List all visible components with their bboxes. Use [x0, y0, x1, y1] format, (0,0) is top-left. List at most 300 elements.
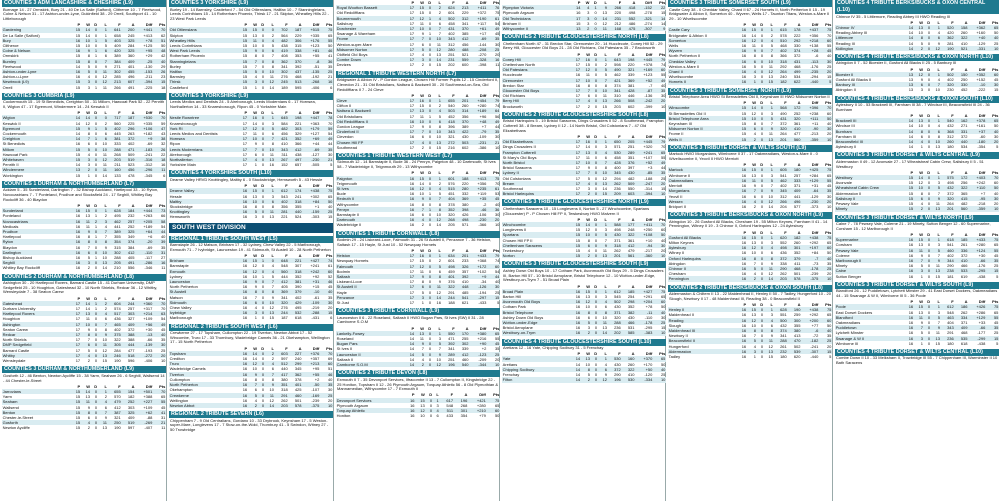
table-cell: 7 — [598, 160, 608, 165]
table-cell: 2 — [271, 356, 274, 362]
table-cell: +335 — [310, 32, 320, 38]
table-cell: 0 — [91, 79, 98, 84]
league-results: Abingdon II 7 - 52 Bicester II, Gosford All Blacks II 25 - 5 Banbury III — [836, 60, 957, 66]
table-cell: +69 — [302, 136, 320, 141]
table-cell: 16 — [904, 315, 914, 320]
table-cell: 10 — [751, 250, 756, 256]
table-cell: 10 — [98, 250, 108, 255]
table-header: W — [86, 22, 90, 28]
table-cell: 25 — [487, 47, 500, 52]
table-cell: 4 — [764, 38, 774, 43]
table-cell: 0 — [924, 237, 931, 242]
table-header: Pts — [493, 248, 500, 254]
table-cell: 17 — [571, 160, 581, 165]
table-cell: 372 — [774, 256, 788, 261]
table-cell: 14 — [419, 180, 424, 186]
table-cell: 181 — [947, 273, 954, 279]
table-cell: -20 — [135, 239, 153, 244]
table-cell: 0 — [425, 47, 432, 52]
table-cell: 9 — [421, 31, 424, 37]
table-cell: 17 — [409, 113, 415, 119]
table-cell: 35 — [819, 188, 832, 193]
table-cell: 40 — [993, 190, 999, 196]
table-header: F — [951, 231, 954, 237]
table-cell: 0 — [258, 69, 265, 74]
table-cell: 15 — [436, 62, 441, 68]
table-cell: 7 — [937, 252, 940, 258]
table-cell: 0 — [258, 115, 265, 120]
table-cell: 12 — [602, 20, 607, 26]
table-cell: 251 — [627, 144, 635, 150]
table-cell: -194 — [478, 289, 487, 295]
table-cell: 0 — [261, 130, 265, 136]
table-cell: 409 — [121, 59, 135, 64]
table-cell: 2 — [98, 301, 108, 306]
team-name: DMP Sedgefield — [2, 342, 71, 347]
table-cell: 320 — [774, 126, 788, 131]
table-cell: 0 — [425, 264, 432, 269]
table-cell: 5 — [248, 393, 258, 398]
table-cell: 14 — [71, 136, 81, 141]
table-cell: 1 — [931, 237, 941, 242]
table-cell: 17 — [75, 326, 81, 332]
table-cell: 25 — [494, 289, 500, 295]
table-cell: 466 — [621, 320, 635, 325]
table-cell: 5 — [770, 42, 773, 48]
table-cell: -217 — [644, 248, 653, 254]
table-cell: 238 — [941, 268, 955, 273]
table-cell: 550 — [442, 331, 456, 336]
table-cell: 368 — [941, 129, 955, 134]
table-cell: -288 — [302, 310, 320, 315]
table-cell: 8 — [265, 289, 275, 294]
table-cell: 240 — [780, 74, 787, 80]
table-cell: 160 — [108, 167, 122, 172]
table-cell: 5 — [421, 289, 424, 295]
table-cell: 20 — [826, 271, 832, 277]
table-cell: +438 — [801, 235, 819, 240]
table-cell: 16 — [405, 217, 415, 222]
table-cell: 428 — [608, 160, 622, 165]
table-cell: 381 — [108, 136, 122, 141]
table-cell: +433 — [469, 253, 487, 258]
table-cell: 10 — [819, 137, 832, 142]
table-cell: 25 — [320, 69, 333, 74]
table-cell: 622 — [787, 79, 801, 84]
table-cell: 16 — [405, 408, 415, 413]
table-cell: 21 — [487, 140, 500, 145]
table-cell: 10 — [85, 42, 90, 48]
table-cell: 430 — [461, 134, 469, 140]
table-cell: 320 — [448, 212, 455, 218]
team-name: Barnstaple II — [336, 212, 360, 218]
table-cell: 16 — [75, 141, 81, 147]
table-cell: 187 — [288, 27, 302, 32]
table-cell: 264 — [774, 69, 788, 74]
league-block — [336, 0, 500, 68]
table-cell: 74 — [494, 258, 500, 264]
table-cell: 0 — [91, 322, 98, 327]
table-cell: -11 — [635, 310, 653, 315]
table-cell: 362 — [288, 372, 302, 377]
table-cell: 376 — [621, 160, 635, 165]
table-header: L — [937, 231, 940, 237]
table-cell: 5 — [764, 116, 774, 121]
table-cell: 14 — [904, 118, 914, 123]
table-cell: 431 — [787, 59, 801, 64]
table-cell: 432 — [780, 322, 787, 328]
table-cell: 3 — [914, 336, 924, 341]
table-cell: 12 — [269, 397, 274, 403]
table-cell: 16 — [238, 188, 248, 193]
table-cell: 14 — [75, 162, 81, 168]
table-cell: 198 — [288, 115, 302, 120]
team-name: Withycombe II — [502, 26, 571, 31]
table-cell: 9 — [254, 141, 257, 147]
team-name: Bournemouth — [336, 16, 405, 21]
table-cell: 16 — [409, 222, 415, 228]
table-cell: 75 — [986, 237, 999, 242]
table-cell: +52 — [635, 78, 653, 83]
team-name: Winchcombe — [502, 222, 571, 227]
table-cell: 320 — [941, 196, 955, 201]
team-name: Old Richians — [502, 93, 526, 99]
table-cell: +9 — [135, 136, 153, 141]
table-cell: 0 — [594, 20, 597, 26]
table-cell: 17 — [409, 31, 415, 37]
table-cell: 12 — [415, 264, 425, 269]
table-cell: 618 — [960, 340, 968, 346]
table-header: W — [420, 392, 425, 398]
table-cell: 172 — [954, 175, 968, 180]
team-name: Calne — [835, 268, 904, 273]
table-header: F — [285, 110, 288, 116]
table-header: P — [577, 283, 581, 289]
table-cell: 0 — [428, 346, 432, 352]
team-name: Marlborough — [169, 315, 193, 321]
table-cell: 312 — [455, 16, 469, 21]
table-header: W — [586, 216, 590, 222]
team-name: Oldfield Old Boys — [336, 52, 368, 58]
team-name: Aldermaston — [668, 349, 737, 354]
league-results: Launceston II 6 - 22 Roseland, Saltash II HWO Bugan Pars, St Ives (SW) II 31 - 28 Camborne S.O.M — [337, 314, 484, 325]
table-cell: 8 — [81, 59, 91, 64]
table-header: L — [604, 283, 607, 289]
table-cell: 436 — [780, 250, 787, 256]
table-cell: 60 — [819, 318, 832, 323]
table-cell: 11 — [597, 26, 607, 31]
table-cell: 0 — [594, 144, 598, 150]
table-cell: 220 — [614, 10, 622, 16]
table-cell: 260 — [461, 103, 469, 109]
table-cell: 15 — [904, 175, 914, 180]
table-cell: 0 — [924, 304, 931, 309]
table-header: A — [631, 133, 635, 139]
team-name: Aireborough — [169, 151, 192, 157]
table-cell: -242 — [635, 98, 653, 103]
table-cell: 0 — [258, 393, 265, 398]
table-cell: 10 — [826, 203, 832, 209]
table-cell: 6 — [747, 59, 757, 64]
table-cell: 16 — [737, 235, 747, 240]
league-title: COUNTIES 3 TRIBUTE SOMERSET NORTH (L9) — [668, 88, 832, 95]
table-cell: 520 — [941, 25, 955, 30]
table-cell: 5 — [819, 79, 832, 84]
table-cell: 401 — [127, 63, 135, 69]
table-cell: 17 — [75, 358, 81, 364]
team-name: North Petherton — [169, 382, 238, 387]
table-cell: -438 — [977, 340, 986, 346]
table-cell: 412 — [455, 352, 469, 357]
table-cell: 13 — [98, 260, 108, 265]
table-cell: 13 — [914, 25, 924, 30]
table-cell: -64 — [801, 188, 819, 193]
table-cell: 198 — [621, 57, 635, 62]
table-cell: 14 — [908, 144, 914, 150]
league-title: COUNTIES 3 CUMBRIA (L9) — [2, 93, 166, 100]
table-cell: 1 — [432, 253, 442, 258]
table-cell: -46 — [469, 207, 487, 212]
team-name: North Shields — [2, 337, 27, 343]
table-cell: 15 — [768, 353, 773, 359]
team-name: Nestle Rowntree — [169, 115, 238, 120]
table-cell: 612 — [608, 289, 622, 294]
team-name: Northallerton — [169, 157, 238, 162]
table-cell: 17 — [71, 301, 81, 306]
table-cell: 16 — [737, 318, 747, 323]
table-cell: 325 — [121, 410, 135, 415]
table-cell: 16 — [741, 42, 747, 48]
table-cell: 7 — [764, 48, 774, 53]
team-name: Supermarine — [835, 237, 904, 242]
table-cell: 2 — [770, 32, 773, 38]
table-header: W — [253, 252, 257, 258]
table-cell: 1 — [425, 16, 432, 21]
table-cell: 0 — [757, 137, 764, 142]
table-cell: 9 — [87, 404, 90, 410]
table-cell: -126 — [469, 284, 487, 289]
table-cell: 0 — [591, 377, 598, 382]
table-cell: 460 — [288, 393, 302, 398]
team-name: Gloucester Old Boys — [502, 88, 571, 93]
table-cell: +55 — [312, 53, 320, 59]
table-cell: 452 — [960, 87, 968, 93]
table-cell: 17 — [571, 16, 581, 21]
league-table — [169, 183, 333, 219]
table-cell: 20 — [494, 52, 500, 58]
table-cell: 0 — [760, 343, 764, 349]
table-cell: 7 — [271, 53, 274, 59]
table-cell: 512 — [275, 361, 289, 366]
table-cell: 40 — [327, 203, 333, 209]
table-cell: 60 — [819, 38, 832, 43]
table-cell: 11 — [419, 113, 424, 119]
table-header: D — [594, 283, 598, 289]
table-cell: 0 — [760, 353, 764, 359]
table-cell: -2 — [482, 201, 487, 207]
table-cell: 15 — [238, 69, 248, 74]
table-cell: 3 — [770, 239, 773, 245]
table-cell: 371 — [960, 319, 968, 325]
table-header: Pts — [493, 325, 500, 331]
team-name: Castle Cary — [668, 27, 737, 32]
team-name: Colne & Nelson — [2, 48, 71, 53]
team-name: Henley II — [668, 307, 737, 312]
league-title: COUNTIES 4 TRIBUTE BERKS/BUCKS & OXON SOUTH (L10) — [835, 96, 999, 103]
table-cell: 11 — [768, 63, 773, 69]
table-header: Pts — [493, 170, 500, 176]
table-cell: 2 — [421, 222, 424, 228]
league-results: Cheltenham Saracens 10 - 15 Longlevens II, Norton 5 - 27 Winchcombe, Spartans (Gloucester) P - P Chosen Hill FP II, Tewkesbury HWO Malvern II — [503, 205, 650, 216]
league-block — [336, 231, 500, 306]
table-cell: 412 — [455, 36, 469, 41]
table-cell: 1 — [87, 172, 90, 178]
table-cell: 14 — [252, 120, 257, 126]
table-cell: +84 — [811, 250, 819, 256]
team-name: Clifton II — [336, 103, 352, 109]
table-cell: 402 — [294, 294, 302, 300]
table-row — [169, 403, 333, 408]
table-cell: 49 — [653, 78, 666, 83]
table-cell: 221 — [288, 258, 302, 263]
table-header: A — [797, 22, 801, 28]
table-cell: 20 — [653, 181, 666, 186]
table-cell: +501 — [135, 389, 153, 394]
table-cell: 30 — [494, 212, 500, 218]
table-cell: +454 — [469, 98, 487, 103]
table-cell: 14 — [768, 203, 773, 209]
table-cell: 8 — [265, 59, 275, 64]
table-cell: 440 — [954, 139, 968, 144]
table-cell: +378 — [968, 118, 986, 123]
league-results: Aldermaston & Chiltern II 13 - 22 Maidenhead II, Henley II 50 - 7 Tadley, Hungerford 10 - 20 Slough, Newbury II 17 - 48 Maidenhead III, Reading 38 - 0 Beaconsfield II — [669, 291, 831, 301]
table-cell: 408 — [281, 53, 288, 59]
table-cell: 232 — [127, 213, 135, 219]
table-cell: 17 — [571, 139, 581, 144]
table-cell: 5 — [587, 372, 590, 378]
table-cell: -312 — [144, 162, 153, 168]
table-header: W — [586, 351, 590, 357]
table-cell: 1 — [920, 340, 923, 346]
table-cell: 15 — [327, 214, 333, 220]
table-header: Diff — [479, 170, 487, 176]
table-cell: 372 — [780, 121, 787, 127]
table-cell: 465 — [108, 322, 122, 327]
table-cell: 16 — [737, 38, 747, 43]
table-cell: 0 — [924, 315, 931, 320]
column-divider — [333, 0, 334, 501]
table-cell: 196 — [442, 362, 456, 367]
team-name: St Ives — [336, 186, 405, 191]
table-cell: 5 — [330, 162, 333, 168]
table-header: W — [585, 0, 590, 5]
table-cell: 384 — [108, 59, 122, 64]
table-cell: 0 — [591, 170, 598, 175]
table-cell: 421 — [275, 136, 289, 141]
table-row — [502, 330, 666, 335]
table-cell: 490 — [780, 110, 787, 116]
table-cell: +411 — [469, 5, 487, 10]
table-cell: -239 — [810, 271, 819, 277]
table-header: Diff — [479, 0, 487, 5]
league-block — [668, 0, 832, 85]
table-cell: 5 — [248, 69, 258, 74]
table-cell: 3 — [87, 162, 90, 168]
table-header: W — [253, 110, 257, 116]
team-name: Midsomer Norton — [336, 47, 405, 52]
table-cell: 6 — [914, 196, 924, 201]
table-header: Pts — [992, 66, 999, 72]
team-name: Stocksbridge — [169, 203, 193, 209]
table-header: D — [94, 202, 98, 208]
table-header: P — [577, 133, 581, 139]
table-cell: 220 — [461, 180, 469, 186]
table-cell: 190 — [941, 46, 955, 51]
table-cell: 519 — [121, 157, 135, 162]
table-cell: +176 — [302, 38, 320, 43]
table-cell: 30 — [993, 133, 999, 139]
team-name: St Ives II — [336, 346, 353, 352]
table-cell: 0 — [425, 398, 432, 403]
table-cell: -230 — [302, 157, 320, 162]
table-cell: +17 — [479, 31, 487, 37]
table-cell: 374 — [774, 328, 788, 333]
table-cell: 4 — [598, 299, 608, 304]
table-cell: 8 — [747, 256, 757, 261]
table-cell: +388 — [143, 394, 153, 400]
team-name: Whitehaven — [2, 157, 71, 162]
table-cell: 0 — [924, 82, 931, 87]
league-table — [502, 134, 666, 196]
table-header: Pts — [159, 295, 166, 301]
table-cell: 303 — [288, 126, 302, 131]
table-cell: -225 — [144, 84, 153, 90]
table-cell: 289 — [621, 150, 635, 155]
table-cell: 446 — [627, 93, 635, 99]
table-cell: 8 — [587, 82, 590, 88]
table-cell: -6 — [801, 328, 819, 333]
team-name: Westbury-on-Trym — [502, 330, 571, 335]
table-cell: 0 — [91, 229, 98, 234]
table-cell: 17 — [71, 322, 81, 327]
table-header: D — [94, 22, 98, 28]
table-cell: 5 — [931, 248, 941, 253]
table-cell: 634 — [442, 253, 456, 258]
table-cell: 11 — [495, 62, 500, 68]
table-cell: 498 — [442, 264, 456, 269]
table-header: F — [951, 299, 954, 305]
table-cell: 462 — [774, 178, 788, 183]
team-name: Kidlington — [835, 46, 904, 51]
table-header: P — [411, 170, 415, 176]
table-cell: 13 — [935, 144, 940, 150]
table-cell: 5 — [98, 126, 108, 131]
table-cell: -219 — [311, 304, 320, 310]
table-cell: 351 — [275, 382, 289, 387]
league-results: Bodmin 29 - 24 Liskeard-Looe, Falmouth 31 - 26 St Austell II, Penzance 7 - 36 Helston, Saltash 17 - 15 Hayle, St Just 10 - 52 Newquay Hornets — [337, 237, 492, 247]
table-cell: +117 — [477, 20, 487, 26]
table-cell: 0 — [258, 147, 265, 152]
table-cell: 9 — [770, 260, 773, 266]
table-cell: 338 — [780, 260, 787, 266]
team-name: Chinnor II — [668, 266, 737, 271]
table-cell: 0 — [428, 201, 432, 207]
table-header: Pts — [659, 0, 666, 5]
table-cell: 485 — [461, 289, 469, 295]
team-name: Beaconsfield II — [668, 338, 737, 343]
table-cell: 3 — [937, 309, 940, 315]
league-results: Burnage 14 - 27 Ormskirk, Bury 21 - 40 De La Salle (Salford), Clitheroe 10 - 7 Fleetwood, Colne & Nelson 31 - 17 Ashton-under-Lyne, Dukinfield 38 - 29 Orrell, Southport 41 - 10 Littleborough — [3, 6, 162, 21]
